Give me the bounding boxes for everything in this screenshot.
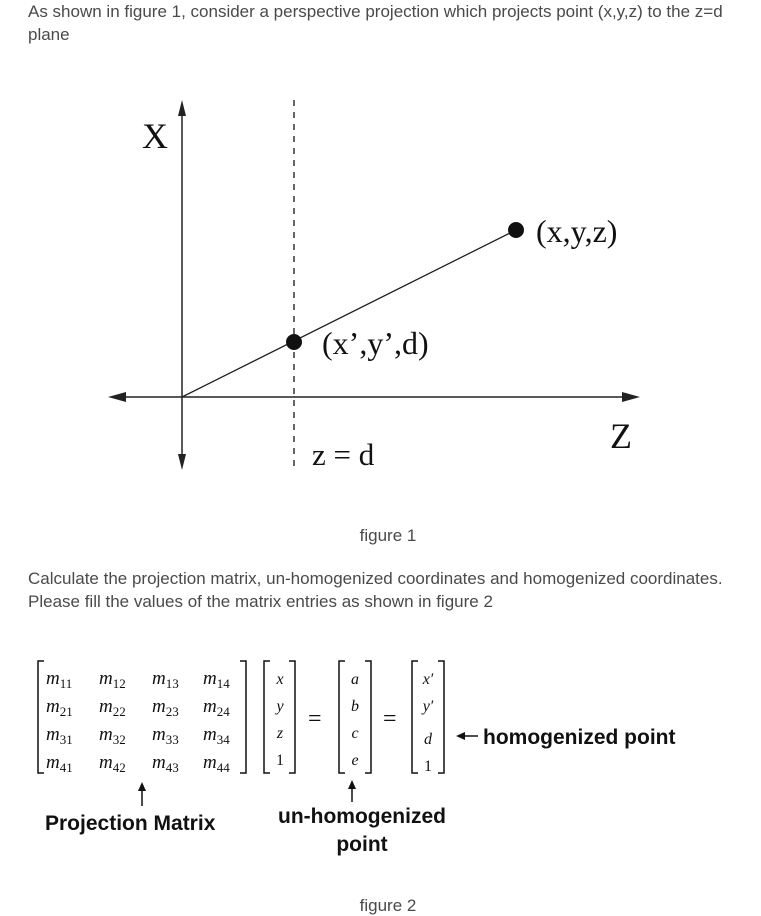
- instruction-paragraph: Calculate the projection matrix, un-homogenized coordinates and homogenized coordinates. Please fill the values of the matrix entries as shown in figure 2: [28, 569, 723, 611]
- homog-vector-x: x′: [422, 671, 434, 688]
- label-projection-matrix: Projection Matrix: [45, 812, 216, 835]
- matrix-entry-m34: $m_{34}$: [203, 724, 230, 747]
- input-vector-1: 1: [276, 752, 284, 769]
- projection-ray: [182, 230, 516, 397]
- matrix-entry-m41: $m_{41}$: [46, 752, 73, 775]
- point-xyz: [508, 222, 524, 238]
- z-axis-arrow-right: [622, 392, 640, 402]
- unhomog-vector-b: b: [351, 698, 359, 715]
- matrix-entry-m11: $m_{11}$: [46, 668, 73, 691]
- unhomog-vector-a: a: [351, 671, 359, 688]
- homog-vector-1: 1: [424, 758, 432, 775]
- unhomog-vector-c: c: [351, 725, 359, 742]
- homog-vector-d: d: [424, 731, 432, 748]
- z-axis-arrow-left: [108, 392, 126, 402]
- axis-z-label: Z: [610, 416, 632, 456]
- matrix-entry-m43: $m_{43}$: [152, 752, 179, 775]
- matrix-entry-m24: $m_{24}$: [203, 696, 230, 719]
- matrix-entry-m12: $m_{12}$: [99, 668, 126, 691]
- plane-label: z = d: [312, 437, 375, 472]
- label-homogenized: homogenized point: [483, 726, 676, 749]
- x-axis-arrow-down: [178, 454, 186, 470]
- axis-x-label: X: [142, 116, 168, 156]
- point-projected: [286, 334, 302, 350]
- matrix-entry-m14: $m_{14}$: [203, 668, 230, 691]
- matrix-entry-m42: $m_{42}$: [99, 752, 126, 775]
- matrix-entry-m13: $m_{13}$: [152, 668, 179, 691]
- equals-sign-1: =: [308, 706, 322, 732]
- point-xyz-label: (x,y,z): [536, 213, 618, 249]
- figure-2-caption: figure 2: [359, 896, 417, 915]
- input-vector-y: y: [276, 698, 284, 715]
- input-vector-x: x: [276, 671, 284, 688]
- matrix-entry-m44: $m_{44}$: [203, 752, 230, 775]
- label-unhomogenized-line2: point: [336, 833, 388, 856]
- figure-1-caption: figure 1: [359, 526, 417, 545]
- label-unhomogenized-line1: un-homogenized: [278, 805, 446, 828]
- matrix-entry-m32: $m_{32}$: [99, 724, 126, 747]
- homog-vector-y: y′: [422, 698, 434, 715]
- intro-paragraph: As shown in figure 1, consider a perspective projection which projects point (x,y,z) to the z=d plane: [28, 2, 723, 44]
- matrix-entry-m21: $m_{21}$: [46, 696, 73, 719]
- input-vector-z: z: [276, 725, 284, 742]
- point-projected-label: (x’,y’,d): [322, 325, 429, 361]
- unhomog-vector-e: e: [351, 752, 359, 769]
- matrix-entry-m22: $m_{22}$: [99, 696, 126, 719]
- matrix-entry-m23: $m_{23}$: [152, 696, 179, 719]
- equals-sign-2: =: [383, 706, 397, 732]
- matrix-entry-m33: $m_{33}$: [152, 724, 179, 747]
- x-axis-arrow-up: [178, 100, 186, 116]
- matrix-entry-m31: $m_{31}$: [46, 724, 73, 747]
